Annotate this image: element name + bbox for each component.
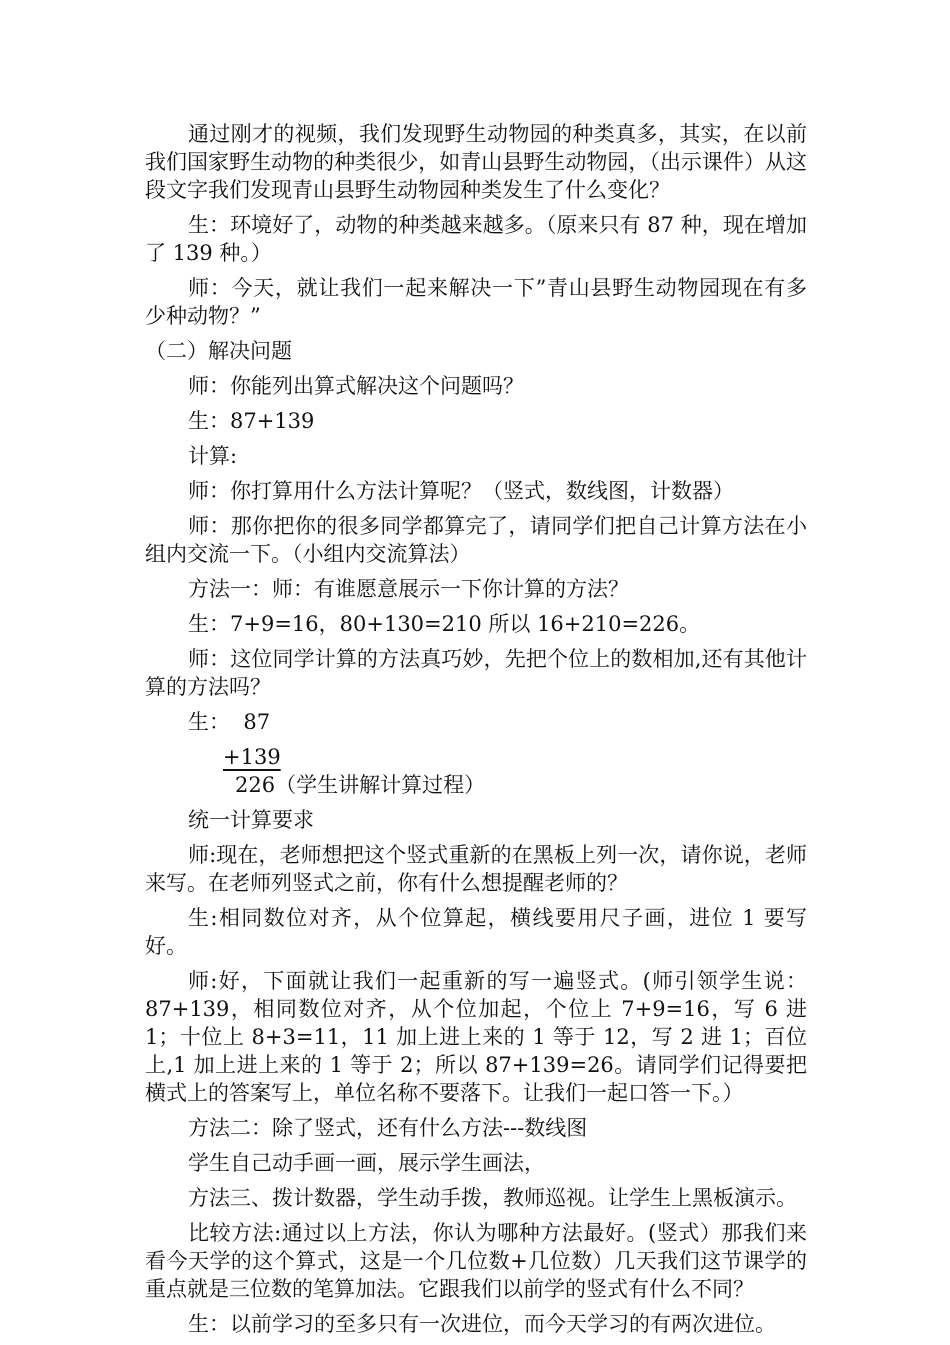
paragraph: 师：今天，就让我们一起来解决一下”青山县野生动物园现在有多少种动物？” [145, 276, 807, 328]
paragraph: 师:现在，老师想把这个竖式重新的在黑板上列一次，请你说，老师来写。在老师列竖式之前，你有什么想提醒老师的？ [145, 843, 807, 895]
paragraph: 生：87+139 [188, 409, 315, 433]
vertical-calc-line-2: +139 [223, 745, 281, 769]
paragraph: 师:好，下面就让我们一起重新的写一遍竖式。(师引领学生说：87+139，相同数位对齐，从个位加起，个位上 7+9=16，写 6 进 1；十位上 8+3=11，11 加上进上来的 1 等于 12，写 2 进 1；百位上,1 加上进上来的 1 等于 2；所以 87+139=26。请同学们记得要把横式上的答案写上，单位名称不要落下。让我们一起口答一下。） [145, 969, 814, 1105]
paragraph: 方法三、拨计数器，学生动手拨，教师巡视。让学生上黑板演示。 [188, 1186, 797, 1210]
paragraph: 计算: [188, 444, 238, 468]
paragraph: 师：你打算用什么方法计算呢？（竖式，数线图，计数器） [188, 479, 734, 503]
vertical-calculation [145, 708, 807, 799]
document-page [145, 120, 814, 1345]
paragraph: 生:相同数位对齐，从个位算起，横线要用尺子画，进位 1 要写好。 [145, 906, 807, 958]
paragraph: 师：你能列出算式解决这个问题吗？ [188, 374, 524, 398]
paragraph: 方法二：除了竖式，还有什么方法---数线图 [188, 1116, 588, 1140]
paragraph: 生：7+9=16，80+130=210 所以 16+210=226。 [188, 612, 701, 636]
paragraph: 师：那你把你的很多同学都算完了，请同学们把自己计算方法在小组内交流一下。（小组内交流算法） [145, 514, 807, 566]
vertical-calc-line-1: 生： 87 [188, 710, 271, 734]
paragraph: 生：环境好了，动物的种类越来越多。（原来只有 87 种，现在增加了 139 种。） [145, 213, 807, 265]
paragraph: 学生自己动手画一画，展示学生画法， [188, 1151, 545, 1175]
section-heading: （二）解决问题 [145, 339, 292, 363]
paragraph: 生：以前学习的至多只有一次进位，而今天学习的有两次进位。 [188, 1312, 776, 1336]
paragraph: 师：这位同学计算的方法真巧妙，先把个位上的数相加,还有其他计算的方法吗？ [145, 647, 807, 699]
paragraph: 比较方法:通过以上方法，你认为哪种方法最好。(竖式）那我们来看今天学的这个算式，这是一个几位数+几位数）几天我们这节课学的重点就是三位数的笔算加法。它跟我们以前学的竖式有什么不同？ [145, 1221, 807, 1301]
vertical-calc-result: 226（学生讲解计算过程） [235, 773, 486, 797]
paragraph: 通过刚才的视频，我们发现野生动物园的种类真多，其实，在以前我们国家野生动物的种类很少，如青山县野生动物园，（出示课件）从这段文字我们发现青山县野生动物园种类发生了什么变化？ [145, 122, 807, 202]
paragraph: 方法一：师：有谁愿意展示一下你计算的方法？ [188, 577, 629, 601]
paragraph: 统一计算要求 [188, 808, 314, 832]
